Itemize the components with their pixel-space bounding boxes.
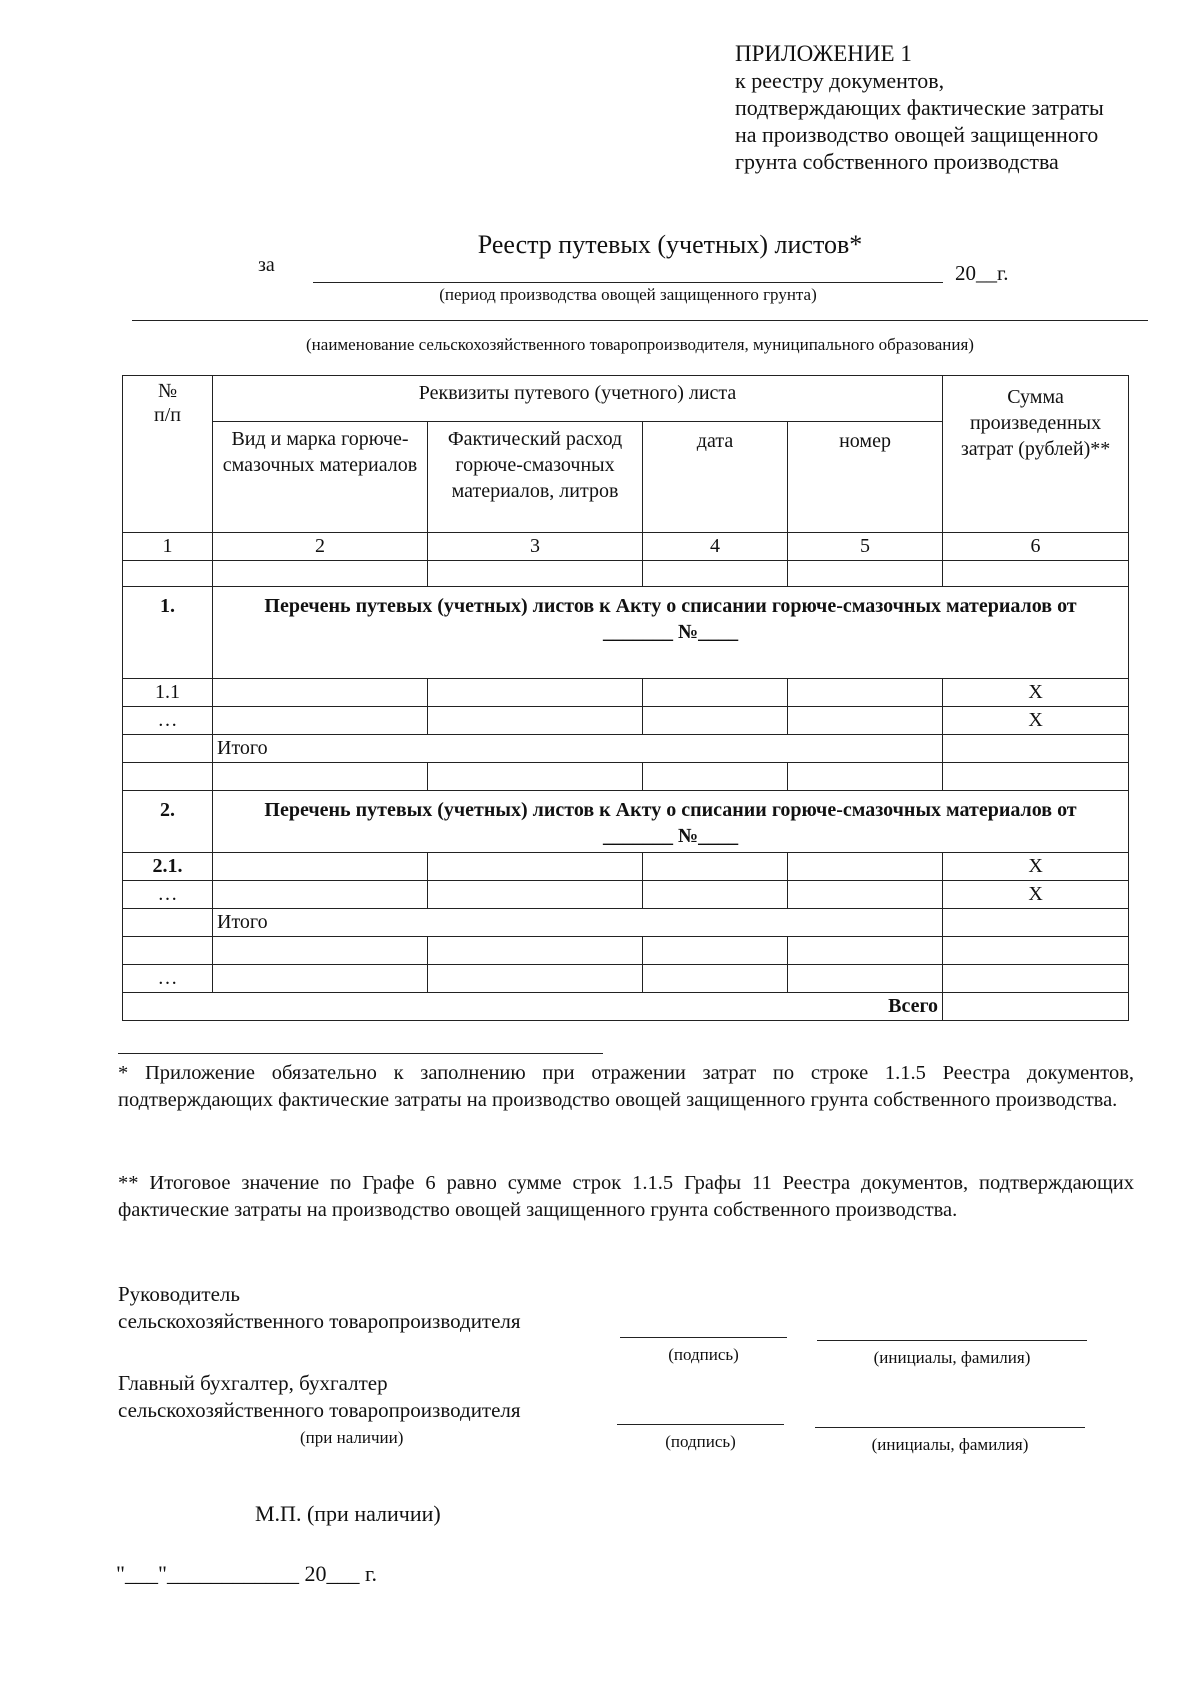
table-cell[interactable] <box>428 707 643 735</box>
section2-total-row <box>123 909 1129 937</box>
row-number: 1.1 <box>123 679 213 707</box>
col-header-consumption: Фактический расход горюче-смазочных материалов, литров <box>428 422 643 533</box>
table-row <box>123 965 1129 993</box>
period-caption: (период производства овощей защищенного грунта) <box>439 285 817 304</box>
section2-total-label: Итого <box>213 909 943 937</box>
head-signature-line[interactable] <box>620 1337 787 1338</box>
table-cell[interactable] <box>788 965 943 993</box>
producer-caption: (наименование сельскохозяйственного товаропроизводителя, муниципального образования) <box>306 335 974 354</box>
period-blank-line[interactable] <box>313 282 943 283</box>
table-cell[interactable] <box>213 763 428 791</box>
table-cell[interactable] <box>213 679 428 707</box>
col-index: 3 <box>428 533 643 561</box>
head-name-line[interactable] <box>817 1340 1087 1341</box>
sum-cell: X <box>943 853 1129 881</box>
producer-blank-line[interactable] <box>132 320 1148 321</box>
table-cell[interactable] <box>123 937 213 965</box>
appendix-title: ПРИЛОЖЕНИЕ 1 <box>735 41 912 66</box>
appendix-block <box>735 40 1104 175</box>
registry-table <box>122 375 1129 1021</box>
table-cell[interactable] <box>643 679 788 707</box>
appendix-line: к реестру документов, <box>735 68 945 93</box>
table-cell[interactable] <box>643 853 788 881</box>
table-cell[interactable] <box>788 853 943 881</box>
accountant-signature-caption: (подпись) <box>665 1432 736 1451</box>
col-index: 6 <box>943 533 1129 561</box>
accountant-name-line[interactable] <box>815 1427 1085 1428</box>
period-for-label: за <box>258 254 275 276</box>
col-header-sum: Сумма произведенных затрат (рублей)** <box>943 376 1129 533</box>
table-header-row <box>123 376 1129 422</box>
document-title: Реестр путевых (учетных) листов* <box>477 230 863 259</box>
footnote-separator <box>118 1053 603 1054</box>
section2-title: Перечень путевых (учетных) листов к Акту о списании горюче-смазочных материалов от _______ №____ <box>213 791 1129 853</box>
appendix-line: на производство овощей защищенного <box>735 122 1099 147</box>
col-header-num <box>123 376 213 533</box>
section1-number: 1. <box>123 587 213 679</box>
section2-number: 2. <box>123 791 213 853</box>
table-cell[interactable] <box>788 881 943 909</box>
col-header-date: дата <box>643 422 788 533</box>
table-cell <box>123 909 213 937</box>
table-cell[interactable] <box>213 881 428 909</box>
table-cell[interactable] <box>943 937 1129 965</box>
table-cell[interactable] <box>788 937 943 965</box>
col-header-num-label: № п/п <box>154 380 181 426</box>
table-cell[interactable] <box>428 965 643 993</box>
table-cell[interactable] <box>428 853 643 881</box>
section1-total-row <box>123 735 1129 763</box>
row-number: … <box>123 707 213 735</box>
table-row <box>123 707 1129 735</box>
table-cell[interactable] <box>643 707 788 735</box>
table-cell[interactable] <box>428 763 643 791</box>
accountant-note: (при наличии) <box>300 1428 404 1447</box>
table-row <box>123 881 1129 909</box>
table-cell[interactable] <box>428 937 643 965</box>
row-number: … <box>123 965 213 993</box>
grand-total-row <box>123 993 1129 1021</box>
row-number: 2.1. <box>123 853 213 881</box>
table-row <box>123 679 1129 707</box>
table-cell[interactable] <box>643 965 788 993</box>
table-cell[interactable] <box>943 909 1129 937</box>
accountant-name-caption: (инициалы, фамилия) <box>871 1435 1029 1454</box>
table-cell[interactable] <box>213 707 428 735</box>
accountant-signature-line[interactable] <box>617 1424 784 1425</box>
table-cell[interactable] <box>943 735 1129 763</box>
table-cell[interactable] <box>788 707 943 735</box>
table-cell[interactable] <box>643 881 788 909</box>
col-index: 1 <box>123 533 213 561</box>
section1-header-row <box>123 587 1129 679</box>
table-cell[interactable] <box>788 561 943 587</box>
appendix-line: грунта собственного производства <box>735 149 1059 174</box>
appendix-line: подтверждающих фактические затраты <box>735 95 1104 120</box>
col-index: 5 <box>788 533 943 561</box>
row-number: … <box>123 881 213 909</box>
table-cell[interactable] <box>643 937 788 965</box>
head-title: Руководитель <box>118 1282 240 1306</box>
col-header-fuel: Вид и марка горюче-смазочных материалов <box>213 422 428 533</box>
column-index-row <box>123 533 1129 561</box>
table-cell[interactable] <box>943 965 1129 993</box>
col-header-group: Реквизиты путевого (учетного) листа <box>213 376 943 422</box>
table-cell[interactable] <box>643 561 788 587</box>
period-year: 20__г. <box>955 261 1009 285</box>
table-cell[interactable] <box>643 763 788 791</box>
col-header-number: номер <box>788 422 943 533</box>
stamp-place: М.П. (при наличии) <box>255 1501 441 1526</box>
section2-header-row <box>123 791 1129 853</box>
table-cell[interactable] <box>428 561 643 587</box>
signature-date[interactable]: "___"____________ 20___ г. <box>116 1561 378 1586</box>
accountant-signatory <box>118 1370 521 1424</box>
table-cell[interactable] <box>788 763 943 791</box>
table-row <box>123 937 1129 965</box>
grand-total-label: Всего <box>123 993 943 1021</box>
table-row <box>123 853 1129 881</box>
head-name-caption: (инициалы, фамилия) <box>873 1348 1031 1367</box>
accountant-title: Главный бухгалтер, бухгалтер <box>118 1371 388 1395</box>
table-cell[interactable] <box>428 881 643 909</box>
table-cell[interactable] <box>428 679 643 707</box>
table-cell[interactable] <box>213 561 428 587</box>
table-cell[interactable] <box>213 853 428 881</box>
accountant-subtitle: сельскохозяйственного товаропроизводителя <box>118 1398 521 1422</box>
col-index: 2 <box>213 533 428 561</box>
footnote-1: * Приложение обязательно к заполнению при отражении затрат по строке 1.1.5 Реестра документов, подтверждающих фактические затраты на производство овощей защищенного грунта собственного производства. <box>118 1062 1134 1111</box>
table-cell[interactable] <box>943 763 1129 791</box>
table-cell[interactable] <box>788 679 943 707</box>
head-subtitle: сельскохозяйственного товаропроизводителя <box>118 1309 521 1333</box>
grand-total-cell[interactable] <box>943 993 1129 1021</box>
table-row <box>123 561 1129 587</box>
table-cell[interactable] <box>123 763 213 791</box>
table-cell[interactable] <box>213 965 428 993</box>
sum-cell: X <box>943 881 1129 909</box>
table-row <box>123 763 1129 791</box>
table-cell[interactable] <box>943 561 1129 587</box>
section1-title: Перечень путевых (учетных) листов к Акту о списании горюче-смазочных материалов от _______ №____ <box>213 587 1129 679</box>
table-cell[interactable] <box>123 561 213 587</box>
head-signature-caption: (подпись) <box>668 1345 739 1364</box>
table-cell[interactable] <box>213 937 428 965</box>
section1-total-label: Итого <box>213 735 943 763</box>
table-cell <box>123 735 213 763</box>
sum-cell: X <box>943 707 1129 735</box>
sum-cell: X <box>943 679 1129 707</box>
head-signatory <box>118 1281 521 1335</box>
footnote-2: ** Итоговое значение по Графе 6 равно сумме строк 1.1.5 Графы 11 Реестра документов, подтверждающих фактические затраты на производство овощей защищенного грунта собственного производства. <box>118 1172 1134 1221</box>
col-index: 4 <box>643 533 788 561</box>
